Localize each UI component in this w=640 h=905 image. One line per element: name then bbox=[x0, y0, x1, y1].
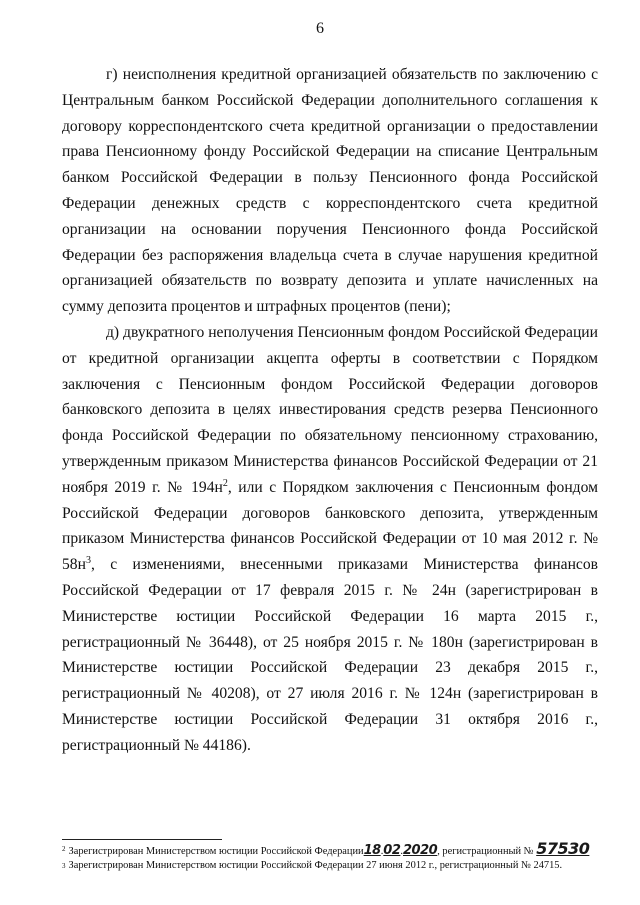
paragraph-d-part2: , или с Порядком заключения с Пенсионным фондом Российской Федерации договоров банковского депозита, утвержденным приказом Министерства финансов Российской Федерации от 10 мая 2012 г. № 58н bbox=[62, 478, 598, 574]
paragraph-d-part3: , с изменениями, внесенными приказами Министерства финансов Российской Федерации от 17 февраля 2015 г. № 24н (зарегистрирован в Министерстве юстиции Российской Федерации 16 марта 2015 г., регистрационный № 36448), от 25 ноября 2015 г. № 180н (зарегистрирован в Министерстве юстиции Российской Федерации 23 декабря 2015 г., регистрационный № 40208), от 27 июля 2016 г. № 124н (зарегистрирован в Министерстве юстиции Российской Федерации 31 октября 2016 г., регистрационный № 44186). bbox=[62, 556, 598, 754]
paragraph-g: г) неисполнения кредитной организацией обязательств по заключению с Центральным банком Российской Федерации дополнительного соглашения к договору корреспондентского счета кредитной организации о предоставлении права Пенсионному фонду Российской Федерации на списание Центральным банком Российской Федерации в пользу Пенсионного фонда Российской Федерации денежных средств с корреспондентского счета кредитной организации на основании поручения Пенсионного фонда Российской Федерации без распоряжения владельца счета в случае нарушения кредитной организацией обязательств по возврату депозита и уплате начисленных на сумму депозита процентов и штрафных процентов (пени); bbox=[62, 66, 598, 316]
page-number: 6 bbox=[316, 20, 324, 37]
footnote-2-handwritten-month: 02 bbox=[383, 843, 401, 858]
paragraph-d-part1: д) двукратного неполучения Пенсионным фондом Российской Федерации от кредитной организации акцепта оферты в соответствии с Порядком заключения с Пенсионным фондом Российской Федерации договоров банковского депозита в целях инвестирования средств резерва Пенсионного фонда Российской Федерации по обязательному пенсионному страхованию, утвержденным приказом Министерства финансов Российской Федерации от 21 ноября 2019 г. № 194н bbox=[62, 323, 598, 496]
footnote-2-text-before: Зарегистрирован Министерством юстиции Российской Федерации bbox=[68, 846, 364, 857]
footnote-ref-2: 2 bbox=[222, 477, 228, 489]
footnote-2-handwritten-day: 18 bbox=[363, 843, 381, 858]
footnote-2: $^2$ Зарегистрирован Министерством юстиции Российской Федерации18.02.2020, регистрационный № 57530 bbox=[62, 839, 590, 858]
footnote-3 bbox=[62, 859, 602, 873]
paragraph-d bbox=[62, 320, 598, 759]
footnote-3-text: Зарегистрирован Министерством юстиции Российской Федерации 27 июня 2012 г., регистрационный № 24715. bbox=[68, 860, 563, 871]
footnote-2-marker: 2 bbox=[62, 845, 66, 853]
footnote-ref-3: 3 bbox=[85, 554, 91, 566]
footnote-2-text-middle: , регистрационный № bbox=[437, 846, 534, 857]
footnote-separator bbox=[62, 839, 222, 840]
footnote-2-handwritten-year: 2020 bbox=[403, 843, 438, 858]
footnotes bbox=[62, 839, 602, 873]
footnote-2-handwritten-reg-number: 57530 bbox=[536, 839, 590, 858]
footnote-3-marker: 3 bbox=[62, 862, 66, 870]
document-body bbox=[62, 62, 598, 759]
